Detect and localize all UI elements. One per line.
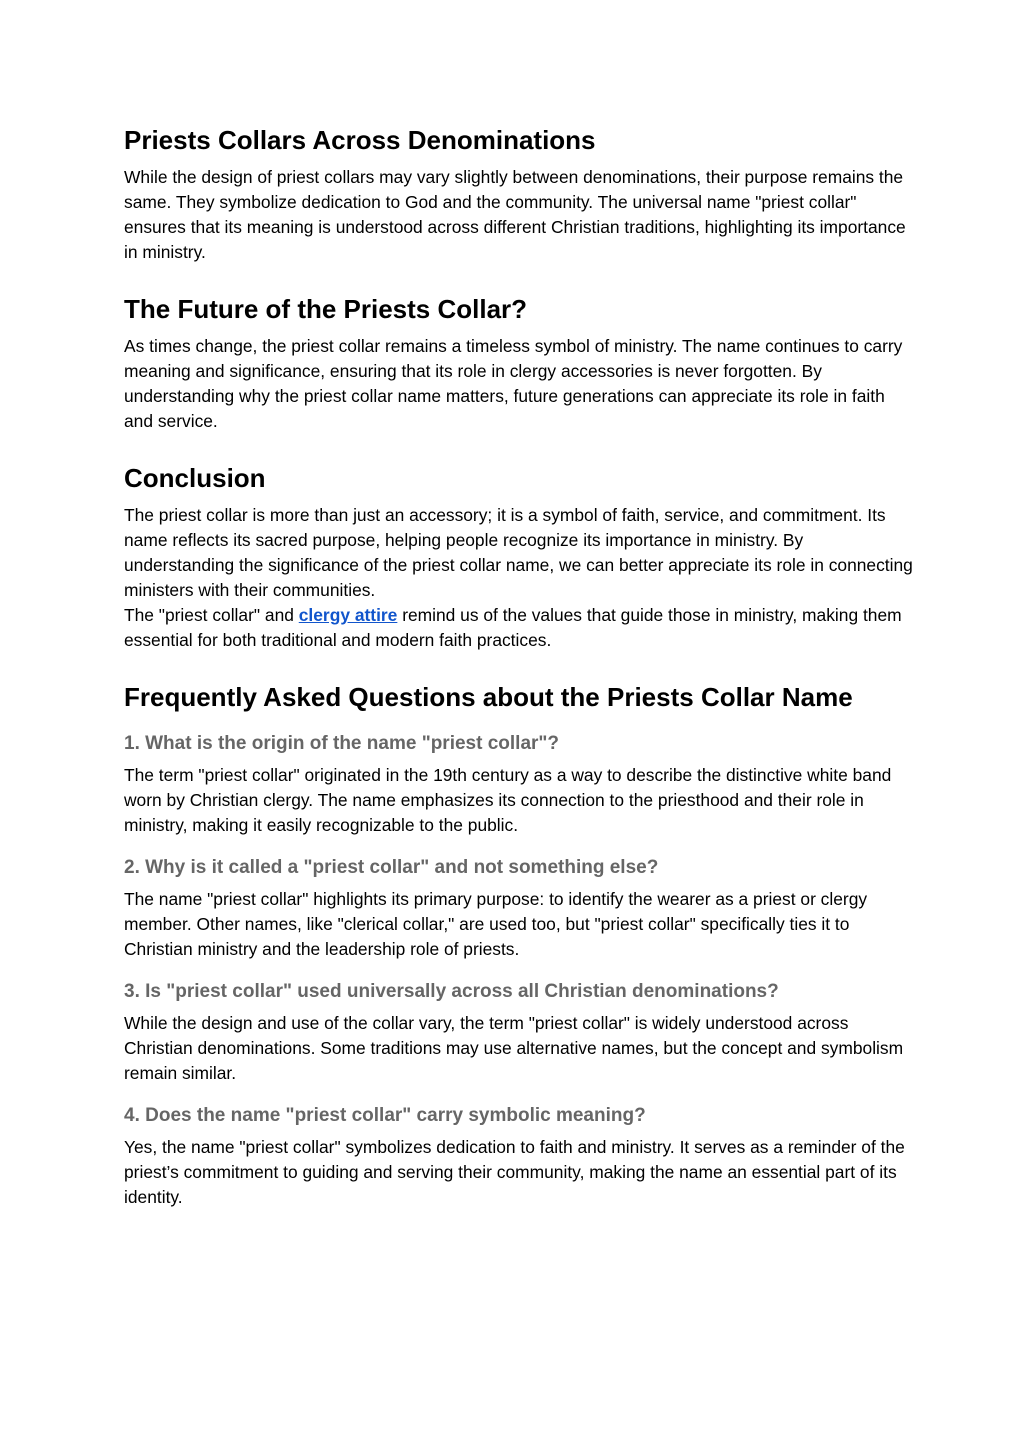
faq-question: 2. Why is it called a "priest collar" and not something else?	[124, 857, 659, 878]
section-faq	[124, 679, 914, 1210]
faq-question: 1. What is the origin of the name "priest collar"?	[124, 733, 560, 754]
section-paragraph: While the design of priest collars may vary slightly between denominations, their purpose remains the same. They symbolize dedication to God and the community. The universal name "priest collar" ensures that its meaning is understood across different Christian traditions, highlighting its importance in ministry.	[124, 167, 906, 262]
faq-answer: The term "priest collar" originated in the 19th century as a way to describe the distinctive white band worn by Christian clergy. The name emphasizes its connection to the priesthood and their role in ministry, making it easily recognizable to the public.	[124, 765, 892, 835]
faq-question: 3. Is "priest collar" used universally across all Christian denominations?	[124, 981, 779, 1002]
faq-question: 4. Does the name "priest collar" carry symbolic meaning?	[124, 1105, 646, 1126]
section-heading: Priests Collars Across Denominations	[124, 125, 596, 155]
faq-answer: The name "priest collar" highlights its primary purpose: to identify the wearer as a priest or clergy member. Other names, like "clerical collar," are used too, but "priest collar" specifically ties it to Christian ministry and the leadership role of priests.	[124, 889, 868, 959]
clergy-attire-link[interactable]: clergy attire	[298, 605, 398, 625]
section-paragraph-with-link	[124, 603, 914, 653]
faq-item	[124, 1103, 914, 1210]
section-heading: The Future of the Priests Collar?	[124, 294, 528, 324]
faq-item	[124, 979, 914, 1086]
section-paragraph: The priest collar is more than just an accessory; it is a symbol of faith, service, and commitment. Its name reflects its sacred purpose, helping people recognize its importance in ministry. By understanding the significance of the priest collar name, we can better appreciate its role in connecting ministers with their communities.	[124, 505, 913, 600]
faq-answer: Yes, the name "priest collar" symbolizes dedication to faith and ministry. It serves as a reminder of the priest’s commitment to guiding and serving their community, making the name an essential part of its identity.	[124, 1137, 905, 1207]
section-paragraph: As times change, the priest collar remains a timeless symbol of ministry. The name continues to carry meaning and significance, ensuring that its role in clergy accessories is never forgotten. By understanding why the priest collar name matters, future generations can appreciate its role in faith and service.	[124, 336, 903, 431]
faq-answer: While the design and use of the collar vary, the term "priest collar" is widely understood across Christian denominations. Some traditions may use alternative names, but the concept and symbolism remain similar.	[124, 1013, 904, 1083]
paragraph-text: The "priest collar" and	[124, 605, 299, 625]
paragraph-text: remind us of the values that guide those in ministry, making them essential for both traditional and modern faith practices.	[124, 605, 902, 650]
faq-item	[124, 855, 914, 962]
section-heading: Conclusion	[124, 463, 266, 493]
section-conclusion	[124, 460, 914, 653]
document-page	[124, 122, 914, 1227]
faq-heading: Frequently Asked Questions about the Priests Collar Name	[124, 682, 853, 712]
section-future	[124, 291, 914, 434]
section-denominations	[124, 122, 914, 265]
faq-item	[124, 731, 914, 838]
